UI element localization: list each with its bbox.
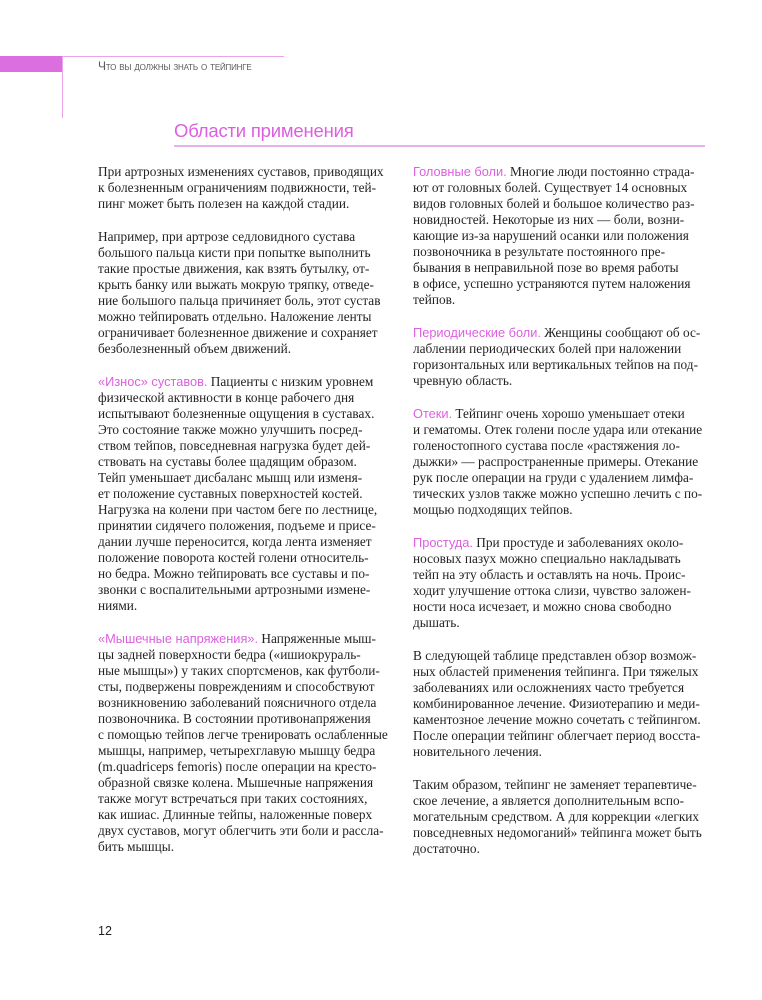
text-line-content: новительного лечения. [413,744,542,759]
text-line-content: и гематомы. Отек голени после удара или отекание [413,422,703,437]
paragraph-lead-heading: Простуда. [413,535,473,550]
text-line-content: безболезненный объем движений. [98,341,292,356]
text-line [98,406,403,422]
paragraph [413,164,718,308]
text-line-content: позвоночника. В состоянии противонапряжения [98,711,371,726]
paragraph-lead-heading: Периодические боли. [413,325,541,340]
text-line-content: ниями. [98,598,138,613]
text-line [98,164,403,180]
text-line [98,196,403,212]
text-line-content: мышцы, например, четырехглавую мышцу бедра [98,743,376,758]
text-line [98,245,403,261]
text-line [98,293,403,309]
text-line-content: При простуде и заболеваниях около- [472,535,684,550]
text-line [98,823,403,839]
text-line [98,550,403,566]
paragraph-lead-heading: «Мышечные напряжения». [98,631,259,646]
text-line-content: бить мышцы. [98,839,175,854]
text-line-content: носовых пазух можно специально накладывать [413,551,681,566]
text-line-content: заболеваниях или осложнениях часто требуется [413,680,685,695]
text-line [98,518,403,534]
text-line-content: В следующей таблице представлен обзор возмож- [413,648,697,663]
text-line-content: горизонтальных или вертикальных тейпов на под- [413,357,698,372]
text-line-content: тейп на эту область и оставлять на ночь. Проис- [413,567,686,582]
text-line-content: физической активности в конце рабочего дня [98,390,355,405]
text-line [413,196,718,212]
text-line-content: ные мышцы») у таких спортсменов, как футболи- [98,663,380,678]
text-line-content: образной связке колена. Мышечные напряжения [98,775,374,790]
text-line [98,261,403,277]
text-line-content: бывания в неправильной позе во время работы [413,260,679,275]
text-line [98,325,403,341]
text-line [98,438,403,454]
text-line-content: такие простые движения, как взять бутылку, от- [98,261,370,276]
text-line-content: Женщины сообщают об ос- [540,325,701,340]
text-line [413,793,718,809]
text-line [413,648,718,664]
text-line [98,486,403,502]
text-line-content: Это состояние также можно улучшить посред- [98,422,363,437]
text-line [413,228,718,244]
text-line-content: После операции тейпинг облегчает период восста- [413,728,701,743]
text-line [413,744,718,760]
text-line [98,566,403,582]
page-number: 12 [98,924,112,938]
text-line [98,791,403,807]
text-line-content: видов головных болей и большое количество раз- [413,196,695,211]
text-line-content: тических узлов также можно успешно лечить с по- [413,486,703,501]
text-line [98,663,403,679]
text-line [98,743,403,759]
text-line [98,309,403,325]
text-line-content: дышать. [413,615,460,630]
paragraph [98,631,403,855]
text-line [413,777,718,793]
text-line [413,244,718,260]
text-line [413,325,718,341]
running-title: Что вы должны знать о тейпинге [98,59,252,73]
text-line [413,567,718,583]
text-line [413,180,718,196]
text-line [413,535,718,551]
text-line [98,582,403,598]
text-line-content: с помощью тейпов легче тренировать ослабленные [98,727,388,742]
text-line-content: ных областей применения тейпинга. При тяжелых [413,664,699,679]
text-line-content: в офисе, успешно устраняются путем наложения [413,276,691,291]
left-column [98,164,403,872]
text-line-content: также могут встречаться при таких состояниях, [98,791,368,806]
text-line-content: ности носа исчезает, и можно снова свободно [413,599,672,614]
section-title: Области применения [174,120,354,141]
text-line [98,502,403,518]
text-line-content: Тейп уменьшает дисбаланс мышц или изменя- [98,470,363,485]
text-line [413,212,718,228]
text-line [413,276,718,292]
header-vertical-rule [62,56,63,118]
text-line [98,534,403,550]
text-line-content: мощью подходящих тейпов. [413,502,573,517]
text-line-content: голеностопного сустава после «растяжения ло- [413,438,680,453]
paragraph [413,777,718,857]
text-line [413,422,718,438]
text-line-content: двух суставов, могут облегчить эти боли и рассла- [98,823,384,838]
text-line-content: Например, при артрозе седловидного сустава [98,229,356,244]
text-line-content: Пациенты с низким уровнем [207,374,374,389]
text-line-content: повседневных недомоганий» тейпинга может быть [413,825,702,840]
text-line-content: новидностей. Некоторые из них — боли, возни- [413,212,685,227]
text-line [413,551,718,567]
text-line-content: испытывают болезненные ощущения в суставах. [98,406,375,421]
text-line-content: тейпов. [413,292,456,307]
text-line-content: ет положение суставных поверхностей костей. [98,486,363,501]
text-line [98,727,403,743]
text-line [98,598,403,614]
text-line [98,277,403,293]
text-line [98,341,403,357]
text-line [413,809,718,825]
text-line [413,825,718,841]
text-line-content: положение поворота костей голени относитель- [98,550,369,565]
text-line [98,759,403,775]
text-line [98,374,403,390]
paragraph-lead-heading: «Износ» суставов. [98,374,208,389]
text-line [413,502,718,518]
text-line-content: кающие из-за нарушений осанки или положения [413,228,689,243]
text-line-content: ходит улучшение оттока слизи, чувство заложен- [413,583,691,598]
text-line-content: большого пальца кисти при попытке выполнить [98,245,371,260]
text-line [413,292,718,308]
text-line [413,373,718,389]
text-line-content: ством тейпов, повседневная нагрузка будет дей- [98,438,371,453]
text-line [98,775,403,791]
text-line-content: можно тейпировать отдельно. Наложение ленты [98,309,372,324]
text-line [413,696,718,712]
text-line [98,180,403,196]
text-line-content: комбинированное лечение. Физиотерапию и меди- [413,696,700,711]
text-line-content: позвоночника в результате постоянного пре- [413,244,666,259]
text-line [413,583,718,599]
text-line [413,470,718,486]
text-line-content: Тейпинг очень хорошо уменьшает отеки [452,406,685,421]
text-line-content: цы задней поверхности бедра («ишиокрураль- [98,647,361,662]
text-line-content: Таким образом, тейпинг не заменяет терапевтиче- [413,777,697,792]
paragraph [413,325,718,389]
text-line-content: достаточно. [413,841,480,856]
text-line-content: ограничивает болезненное движение и сохраняет [98,325,378,340]
text-line [413,438,718,454]
text-line-content: (m.quadriceps femoris) после операции на кресто- [98,759,377,774]
text-line [413,260,718,276]
text-line-content: пинг может быть полезен на каждой стадии. [98,196,350,211]
text-line-content: ние большого пальца причиняет боль, этот сустав [98,293,381,308]
text-line [98,679,403,695]
text-line [413,341,718,357]
text-line [98,470,403,486]
paragraph-lead-heading: Головные боли. [413,164,507,179]
text-line-content: каментозное лечение можно сочетать с тейпингом. [413,712,701,727]
text-line-content: но бедра. Можно тейпировать все суставы и по- [98,566,370,581]
paragraph [98,229,403,357]
text-line-content: ское лечение, а является дополнительным вспо- [413,793,685,808]
text-line [413,712,718,728]
text-line [98,390,403,406]
text-line [98,229,403,245]
text-line-content: возникновению заболеваний поясничного отдела [98,695,377,710]
text-line [98,631,403,647]
header-accent-bar [0,56,62,72]
text-line-content: При артрозных изменениях суставов, приводящих [98,164,384,179]
text-line-content: чревную область. [413,373,513,388]
text-line-content: ют от головных болей. Существует 14 основных [413,180,688,195]
text-line-content: рук после операции на груди с удалением лимфа- [413,470,694,485]
paragraph [98,164,403,212]
text-line [413,841,718,857]
paragraph [413,648,718,760]
paragraph-lead-heading: Отеки. [413,406,453,421]
header-rule [62,56,284,57]
text-line [413,664,718,680]
paragraph [413,406,718,518]
text-line [98,807,403,823]
text-line [413,454,718,470]
text-line-content: Многие люди постоянно страда- [506,164,695,179]
text-line [98,647,403,663]
text-line [413,406,718,422]
text-line [413,164,718,180]
text-line [413,599,718,615]
text-line-content: дыжки» — распространенные примеры. Отекание [413,454,699,469]
right-column [413,164,718,874]
section-title-rule [174,145,705,147]
text-line [413,615,718,631]
text-line [98,839,403,855]
text-line [413,486,718,502]
text-line [98,422,403,438]
text-line-content: Напряженные мыш- [258,631,376,646]
text-line-content: ствовать на суставы более щадящим образом. [98,454,357,469]
text-line-content: к болезненным ограничениям подвижности, тей- [98,180,377,195]
text-line [413,357,718,373]
paragraph [413,535,718,631]
text-line [98,711,403,727]
text-line-content: крыть банку или выжать мокрую тряпку, отведе- [98,277,374,292]
text-line [413,680,718,696]
text-line-content: как ишиас. Длинные тейпы, наложенные поверх [98,807,373,822]
text-line-content: принятии сидячего положения, подъеме и присе- [98,518,376,533]
text-line-content: дании лучше переносится, когда лента изменяет [98,534,372,549]
text-line [413,728,718,744]
text-line-content: сты, подвержены повреждениям и способствуют [98,679,375,694]
paragraph [98,374,403,614]
text-line [98,695,403,711]
text-line-content: звонки с воспалительными артрозными измене- [98,582,371,597]
text-line [98,454,403,470]
text-line-content: лаблении периодических болей при наложении [413,341,682,356]
text-line-content: могательным средством. А для коррекции «легких [413,809,700,824]
text-line-content: Нагрузка на колени при частом беге по лестнице, [98,502,378,517]
